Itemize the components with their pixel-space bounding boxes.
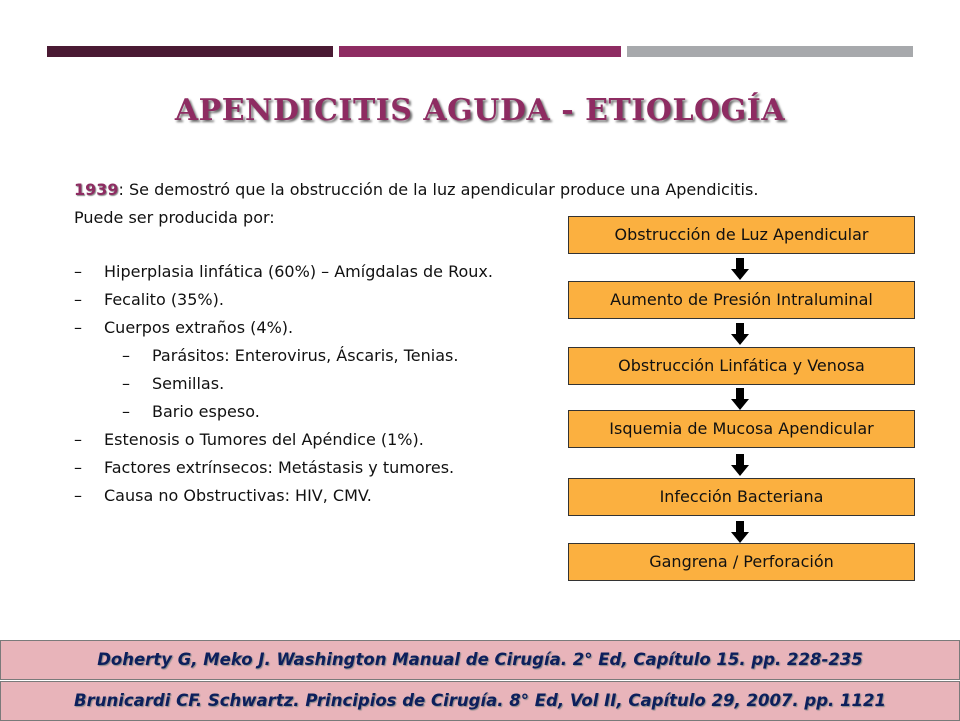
reference-citation: Brunicardi CF. Schwartz. Principios de Cirugía. 8° Ed, Vol II, Capítulo 29, 2007. pp. 1121 xyxy=(0,681,960,721)
cause-item xyxy=(74,286,544,314)
flow-step-box: Isquemia de Mucosa Apendicular xyxy=(568,410,915,448)
intro-year: 1939 xyxy=(74,180,119,199)
dash-bullet: – xyxy=(74,430,82,449)
intro-line-1-text: : Se demostró que la obstrucción de la luz apendicular produce una Apendicitis. xyxy=(118,180,759,199)
cause-item xyxy=(74,426,544,454)
dash-bullet: – xyxy=(74,486,82,505)
cause-item xyxy=(74,482,544,510)
slide-title: APENDICITIS AGUDA - ETIOLOGÍA xyxy=(174,93,786,128)
cause-text: Fecalito (35%). xyxy=(104,290,224,309)
dash-bullet: – xyxy=(122,374,130,393)
cause-text: Semillas. xyxy=(152,374,225,393)
cause-text: Factores extrínsecos: Metástasis y tumores. xyxy=(104,458,455,477)
arrow-down-icon xyxy=(731,521,749,543)
dash-bullet: – xyxy=(74,262,82,281)
cause-text: Parásitos: Enterovirus, Áscaris, Tenias. xyxy=(152,346,459,365)
dash-bullet: – xyxy=(74,318,82,337)
cause-text: Estenosis o Tumores del Apéndice (1%). xyxy=(104,430,424,449)
intro-line-1 xyxy=(74,176,934,204)
cause-subitem xyxy=(74,342,544,370)
cause-subitem xyxy=(74,370,544,398)
cause-text: Cuerpos extraños (4%). xyxy=(104,318,294,337)
dash-bullet: – xyxy=(74,458,82,477)
header-bar-gray xyxy=(627,46,913,57)
arrow-down-icon xyxy=(731,388,749,410)
header-bar-dark xyxy=(47,46,333,57)
flow-step-box: Aumento de Presión Intraluminal xyxy=(568,281,915,319)
dash-bullet: – xyxy=(74,290,82,309)
dash-bullet: – xyxy=(122,402,130,421)
flow-step-box: Obstrucción de Luz Apendicular xyxy=(568,216,915,254)
arrow-down-icon xyxy=(731,258,749,280)
flow-step-box: Gangrena / Perforación xyxy=(568,543,915,581)
causes-list xyxy=(74,258,544,510)
cause-text: Hiperplasia linfática (60%) – Amígdalas de Roux. xyxy=(104,262,493,281)
cause-item xyxy=(74,454,544,482)
cause-item xyxy=(74,314,544,342)
arrow-down-icon xyxy=(731,323,749,345)
cause-item xyxy=(74,258,544,286)
arrow-down-icon xyxy=(731,454,749,476)
flow-step-box: Obstrucción Linfática y Venosa xyxy=(568,347,915,385)
cause-text: Causa no Obstructivas: HIV, CMV. xyxy=(104,486,372,505)
flow-step-box: Infección Bacteriana xyxy=(568,478,915,516)
intro-line-2: Puede ser producida por: xyxy=(74,208,275,227)
header-bar-magenta xyxy=(339,46,621,57)
cause-text: Bario espeso. xyxy=(152,402,260,421)
cause-subitem xyxy=(74,398,544,426)
dash-bullet: – xyxy=(122,346,130,365)
reference-citation: Doherty G, Meko J. Washington Manual de Cirugía. 2° Ed, Capítulo 15. pp. 228-235 xyxy=(0,640,960,680)
